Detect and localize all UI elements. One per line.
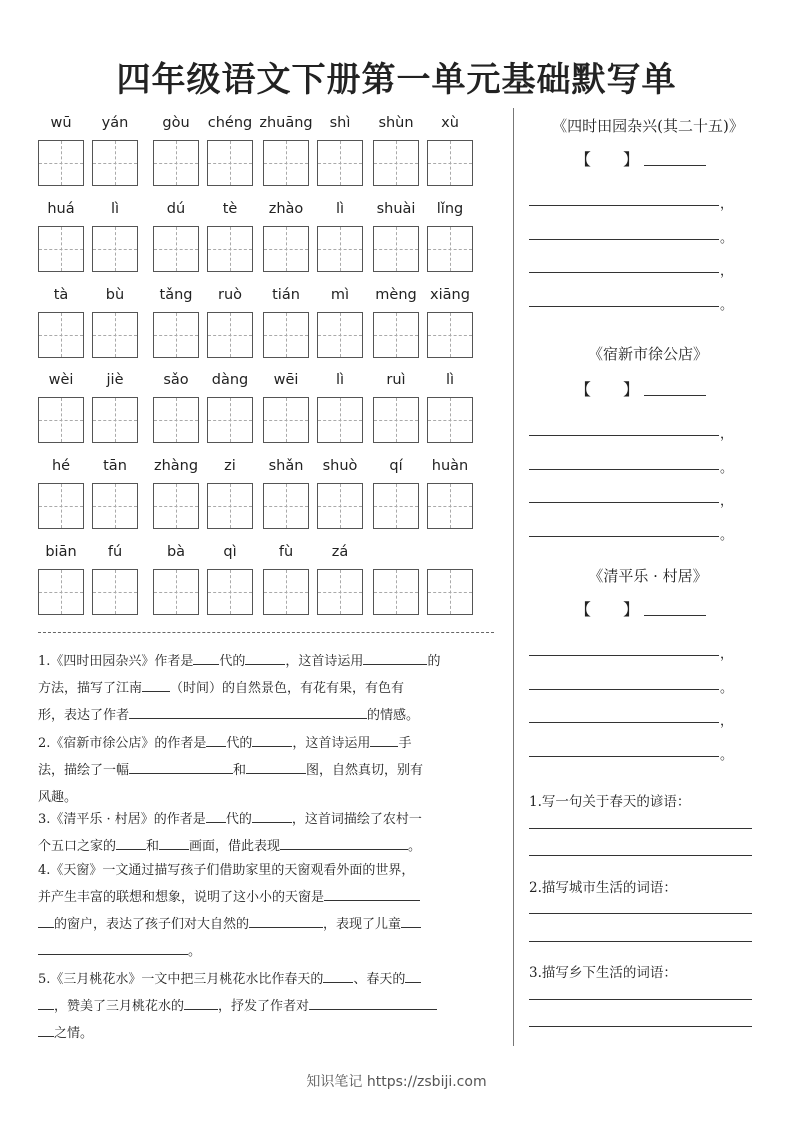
tianzige-box[interactable] — [153, 140, 199, 186]
tianzige-box[interactable] — [263, 397, 309, 443]
poem-answer-line — [529, 239, 719, 240]
question-1: 1.《四时田园杂兴》作者是 代的 ，这首诗运用 的 方法，描写了江南 （时间）的自然景色，有花有果，有色有 形，表达了作者 的情感。 — [38, 648, 500, 729]
author-bracket-1: 【 】 — [575, 150, 640, 169]
pinyin-label: mèng — [375, 287, 417, 303]
poem-answer-line — [529, 689, 719, 690]
pinyin-label: chéng — [207, 115, 253, 131]
poem-answer-line — [529, 722, 719, 723]
author-line-1 — [644, 165, 706, 166]
pinyin-row — [38, 544, 478, 624]
pinyin-label: huá — [47, 201, 75, 217]
pinyin-label: bà — [166, 544, 186, 560]
poem-answer-line — [529, 306, 719, 307]
pinyin-label: wū — [50, 115, 72, 131]
poem-title-2: 《宿新市徐公店》 — [587, 345, 708, 363]
question-3: 3.《清平乐 · 村居》的作者是 代的 ，这首词描绘了农村一 个五口之家的 和 画面，借此表现 。 — [38, 806, 500, 860]
tianzige-box[interactable] — [153, 226, 199, 272]
pinyin-label: lì — [110, 201, 120, 217]
pinyin-label: lì — [335, 372, 345, 388]
author-line-2 — [644, 395, 706, 396]
pinyin-label: zi — [224, 458, 236, 474]
tianzige-box[interactable] — [263, 483, 309, 529]
pinyin-label: lǐng — [436, 201, 464, 217]
pinyin-row — [38, 201, 478, 281]
tianzige-box[interactable] — [263, 140, 309, 186]
pinyin-label: xiāng — [430, 287, 470, 303]
tianzige-box[interactable] — [92, 226, 138, 272]
tianzige-box[interactable] — [207, 397, 253, 443]
tianzige-box[interactable] — [373, 397, 419, 443]
line-punctuation: ， — [720, 197, 734, 212]
tianzige-box[interactable] — [38, 397, 84, 443]
pinyin-label: jiè — [106, 372, 124, 388]
pinyin-label: qì — [223, 544, 237, 560]
author-line-3 — [644, 615, 706, 616]
answer-line — [529, 913, 752, 914]
poem-answer-line — [529, 756, 719, 757]
tianzige-box[interactable] — [92, 483, 138, 529]
line-punctuation: 。 — [720, 461, 734, 476]
answer-line — [529, 999, 752, 1000]
pinyin-label: yán — [101, 115, 129, 131]
answer-line — [529, 1026, 752, 1027]
tianzige-box[interactable] — [207, 140, 253, 186]
pinyin-label: fù — [278, 544, 294, 560]
pinyin-label: ruò — [217, 287, 243, 303]
line-punctuation: 。 — [720, 298, 734, 313]
poem-answer-line — [529, 655, 719, 656]
pinyin-label: qí — [389, 458, 403, 474]
pinyin-label: xù — [441, 115, 459, 131]
answer-line — [529, 828, 752, 829]
tianzige-box[interactable] — [317, 483, 363, 529]
poem-title-3: 《清平乐 · 村居》 — [588, 567, 708, 585]
tianzige-box[interactable] — [207, 312, 253, 358]
pinyin-label: dàng — [211, 372, 249, 388]
pinyin-label: mì — [330, 287, 350, 303]
tianzige-box[interactable] — [207, 226, 253, 272]
tianzige-box[interactable] — [317, 140, 363, 186]
tianzige-box[interactable] — [317, 569, 363, 615]
pinyin-label: huàn — [431, 458, 469, 474]
pinyin-label: tān — [103, 458, 127, 474]
tianzige-box[interactable] — [153, 312, 199, 358]
tianzige-box[interactable] — [92, 569, 138, 615]
question-5: 5.《三月桃花水》一文中把三月桃花水比作春天的 、春天的 ，赞美了三月桃花水的 ，抒发了作者对 之情。 — [38, 966, 500, 1047]
tianzige-box[interactable] — [427, 312, 473, 358]
tianzige-box[interactable] — [38, 483, 84, 529]
tianzige-box[interactable] — [427, 569, 473, 615]
line-punctuation: ， — [720, 714, 734, 729]
answer-line — [529, 855, 752, 856]
column-divider — [513, 108, 514, 1046]
tianzige-box[interactable] — [38, 140, 84, 186]
tianzige-box[interactable] — [207, 483, 253, 529]
pinyin-label: tà — [53, 287, 69, 303]
pinyin-label: shuài — [376, 201, 416, 217]
poem-answer-line — [529, 536, 719, 537]
pinyin-label: biān — [45, 544, 77, 560]
line-punctuation: ， — [720, 264, 734, 279]
tianzige-box[interactable] — [373, 483, 419, 529]
tianzige-box[interactable] — [92, 312, 138, 358]
line-punctuation: ， — [720, 427, 734, 442]
pinyin-label: fú — [107, 544, 123, 560]
poem-answer-line — [529, 205, 719, 206]
pinyin-row — [38, 372, 478, 452]
pinyin-label: zá — [331, 544, 349, 560]
poem-answer-line — [529, 435, 719, 436]
pinyin-label: tián — [272, 287, 300, 303]
tianzige-box[interactable] — [38, 226, 84, 272]
right-question-1: 1.写一句关于春天的谚语： — [529, 794, 691, 810]
line-punctuation: 。 — [720, 528, 734, 543]
tianzige-box[interactable] — [373, 226, 419, 272]
poem-answer-line — [529, 502, 719, 503]
line-punctuation: ， — [720, 647, 734, 662]
tianzige-box[interactable] — [263, 312, 309, 358]
tianzige-box[interactable] — [92, 397, 138, 443]
tianzige-box[interactable] — [317, 226, 363, 272]
tianzige-box[interactable] — [263, 569, 309, 615]
pinyin-label: tè — [222, 201, 238, 217]
line-punctuation: 。 — [720, 748, 734, 763]
pinyin-row — [38, 115, 478, 195]
tianzige-box[interactable] — [373, 140, 419, 186]
line-punctuation: 。 — [720, 231, 734, 246]
pinyin-label: lì — [445, 372, 455, 388]
line-punctuation: 。 — [720, 681, 734, 696]
section-divider — [38, 632, 494, 633]
answer-line — [529, 941, 752, 942]
tianzige-box[interactable] — [207, 569, 253, 615]
page-title: 四年级语文下册第一单元基础默写单 — [116, 60, 677, 100]
tianzige-box[interactable] — [38, 312, 84, 358]
pinyin-label: shì — [329, 115, 351, 131]
tianzige-box[interactable] — [153, 397, 199, 443]
tianzige-box[interactable] — [373, 569, 419, 615]
author-bracket-2: 【 】 — [575, 380, 640, 399]
pinyin-row — [38, 287, 478, 367]
tianzige-box[interactable] — [263, 226, 309, 272]
pinyin-label: tǎng — [159, 287, 193, 303]
pinyin-label: wèi — [48, 372, 74, 388]
pinyin-label: sǎo — [163, 372, 189, 388]
pinyin-label: shùn — [378, 115, 414, 131]
pinyin-label: wēi — [273, 372, 299, 388]
line-punctuation: ， — [720, 494, 734, 509]
pinyin-label: hé — [51, 458, 71, 474]
author-bracket-3: 【 】 — [575, 600, 640, 619]
pinyin-label: zhàng — [153, 458, 199, 474]
right-question-3: 3.描写乡下生活的词语： — [529, 965, 677, 981]
question-4: 4.《天窗》一文通过描写孩子们借助家里的天窗观看外面的世界， 并产生丰富的联想和想象，说明了这小小的天窗是 的窗户，表达了孩子们对大自然的 ，表现了儿童 。 — [38, 857, 500, 965]
right-question-2: 2.描写城市生活的词语： — [529, 880, 677, 896]
tianzige-box[interactable] — [153, 569, 199, 615]
pinyin-label: shuò — [322, 458, 358, 474]
tianzige-box[interactable] — [317, 312, 363, 358]
tianzige-box[interactable] — [373, 312, 419, 358]
tianzige-box[interactable] — [427, 226, 473, 272]
pinyin-label: zhào — [268, 201, 304, 217]
tianzige-box[interactable] — [38, 569, 84, 615]
tianzige-box[interactable] — [427, 397, 473, 443]
pinyin-label: shǎn — [268, 458, 304, 474]
pinyin-label: lì — [335, 201, 345, 217]
tianzige-box[interactable] — [427, 483, 473, 529]
pinyin-label: zhuāng — [259, 115, 313, 131]
pinyin-label: dú — [166, 201, 186, 217]
poem-answer-line — [529, 272, 719, 273]
tianzige-box[interactable] — [427, 140, 473, 186]
poem-title-1: 《四时田园杂兴(其二十五)》 — [552, 117, 744, 135]
pinyin-label: ruì — [386, 372, 406, 388]
pinyin-label: gòu — [162, 115, 190, 131]
pinyin-row — [38, 458, 478, 538]
pinyin-label: bù — [105, 287, 125, 303]
question-2: 2.《宿新市徐公店》的作者是 代的 ，这首诗运用 手 法，描绘了一幅 和 图，自然真切，别有 风趣。 — [38, 730, 500, 811]
tianzige-box[interactable] — [92, 140, 138, 186]
tianzige-box[interactable] — [153, 483, 199, 529]
poem-answer-line — [529, 469, 719, 470]
footer-watermark: 知识笔记 https://zsbiji.com — [306, 1074, 487, 1090]
tianzige-box[interactable] — [317, 397, 363, 443]
